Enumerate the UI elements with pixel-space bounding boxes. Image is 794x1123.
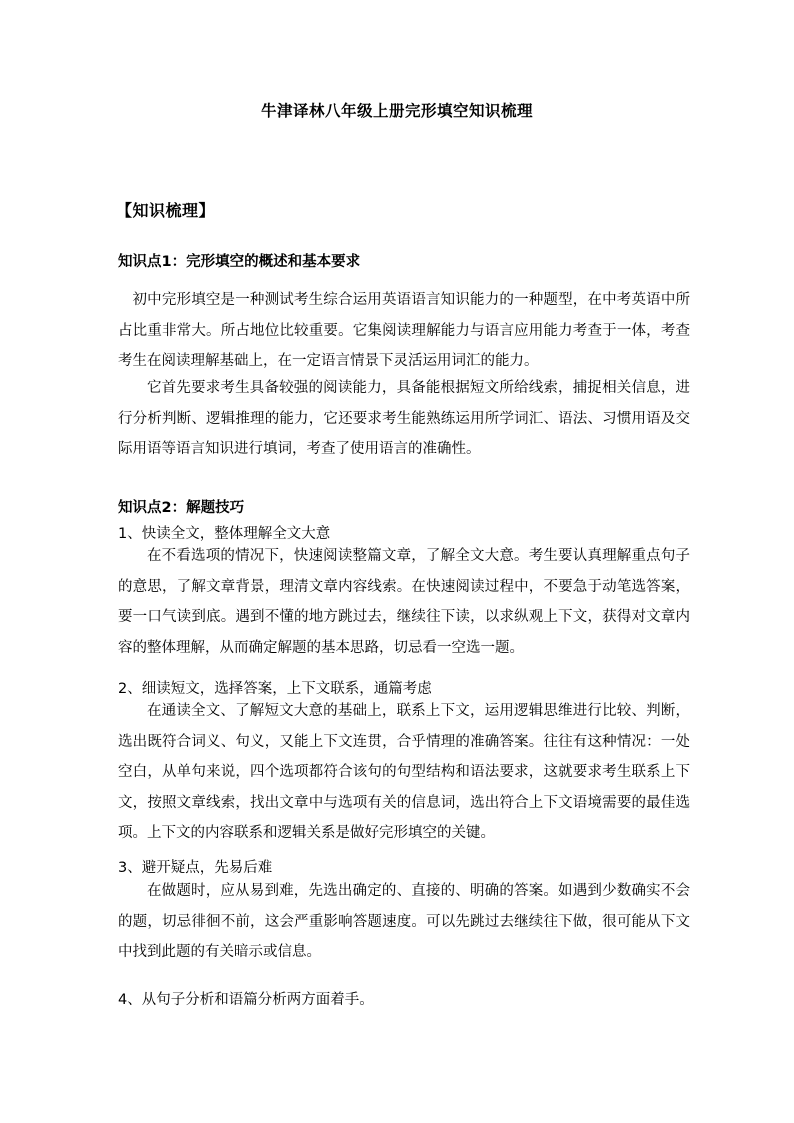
- technique-3-title: 3、避开疑点，先易后难: [118, 860, 273, 876]
- technique-2-title: 2、细读短文，选择答案，上下文联系，通篇考虑: [118, 681, 432, 697]
- knowledge-point-1-paragraph-2: 它首先要求考生具备较强的阅读能力，具备能根据短文所给线索，捕捉相关信息，进行分析判断、逻辑推理的能力，它还要求考生能熟练运用所学词汇、语法、习惯用语及交际用语等语言知识进行填词，考查了使用语言的准确性。: [118, 380, 690, 457]
- technique-2-text: 在通读全文、了解短文大意的基础上，联系上下文，运用逻辑思维进行比较、判断，选出既符合词义、句义，又能上下文连贯，合乎情理的准确答案。往往有这种情况：一处空白，从单句来说，四个选项都符合该句的句型结构和语法要求，这就要求考生联系上下文，按照文章线索，找出文章中与选项有关的信息词，选出符合上下文语境需要的最佳选项。上下文的内容联系和逻辑关系是做好完形填空的关键。: [118, 703, 690, 841]
- section-heading: 【知识梳理】: [116, 201, 216, 220]
- knowledge-point-1-paragraph-1: 初中完形填空是一种测试考生综合运用英语语言知识能力的一种题型，在中考英语中所占比重非常大。所占地位比较重要。它集阅读理解能力与语言应用能力考查于一体，考查考生在阅读理解基础上，在一定语言情景下灵活运用词汇的能力。: [118, 292, 690, 369]
- document-title: 牛津译林八年级上册完形填空知识梳理: [260, 101, 533, 120]
- knowledge-point-1-heading: 知识点1：完形填空的概述和基本要求: [118, 254, 361, 270]
- technique-1-text: 在不看选项的情况下，快速阅读整篇文章，了解全文大意。考生要认真理解重点句子的意思，了解文章背景，理清文章内容线索。在快速阅读过程中，不要急于动笔选答案，要一口气读到底。遇到不懂的地方跳过去，继续往下读，以求纵观上下文，获得对文章内容的整体理解，从而确定解题的基本思路，切忌看一空选一题。: [118, 548, 690, 656]
- technique-1-title: 1、快读全文，整体理解全文大意: [118, 526, 331, 542]
- technique-4-title: 4、从句子分析和语篇分析两方面着手。: [118, 992, 374, 1008]
- technique-3-text: 在做题时，应从易到难，先选出确定的、直接的、明确的答案。如遇到少数确实不会的题，切忌徘徊不前，这会严重影响答题速度。可以先跳过去继续往下做，很可能从下文中找到此题的有关暗示或信息。: [118, 883, 690, 960]
- knowledge-point-2-heading: 知识点2：解题技巧: [118, 500, 245, 516]
